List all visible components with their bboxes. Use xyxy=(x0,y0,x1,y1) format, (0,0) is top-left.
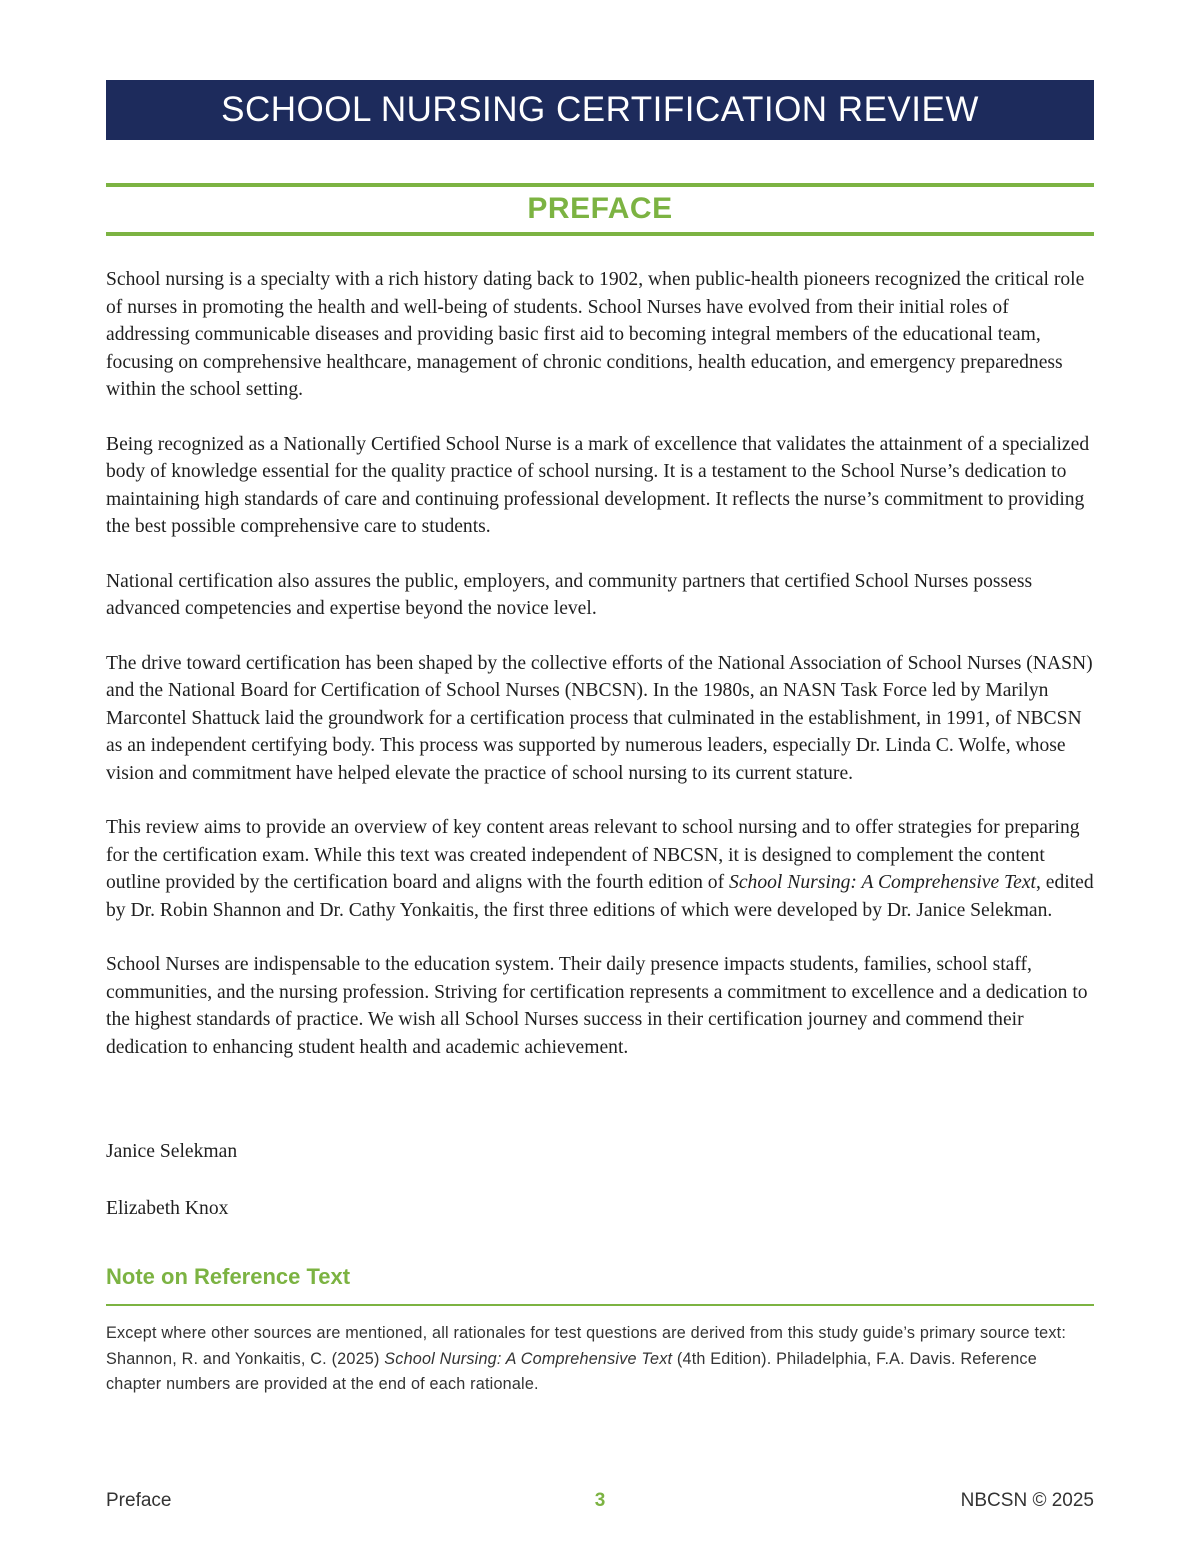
note-book-title: School Nursing: A Comprehensive Text xyxy=(384,1349,673,1368)
paragraph-4: The drive toward certification has been shaped by the collective efforts of the National Association of School Nurses (NASN) and the National Board for Certification of School Nurses (NBCSN). In the 1980s, an NASN Task Force led by Marilyn Marcontel Shattuck laid the groundwork for a certification process that culminated in the establishment, in 1991, of NBCSN as an independent certifying body. This process was supported by numerous leaders, especially Dr. Linda C. Wolfe, whose vision and commitment have helped elevate the practice of school nursing to its current stature. xyxy=(106,652,1093,784)
section-divider-top xyxy=(106,183,1094,187)
section-divider-bottom xyxy=(106,232,1094,236)
paragraph-5 xyxy=(106,814,1096,924)
section-title: PREFACE xyxy=(527,192,673,225)
paragraph-3: National certification also assures the public, employers, and community partners that certified School Nurses possess advanced competencies and expertise beyond the novice level. xyxy=(106,570,1033,619)
note-divider xyxy=(106,1304,1094,1306)
signature-author-1: Janice Selekman xyxy=(106,1141,238,1162)
header-banner xyxy=(106,80,1094,140)
paragraph-5-book-title: School Nursing: A Comprehensive Text xyxy=(729,872,1036,893)
signatures xyxy=(106,1138,237,1222)
footer-page-number: 3 xyxy=(594,1490,606,1511)
note-heading: Note on Reference Text xyxy=(106,1264,351,1289)
footer-copyright: NBCSN © 2025 xyxy=(960,1490,1094,1511)
note-text-after: (4th Edition). Philadelphia, F.A. Davis. Reference chapter numbers are provided at the end of each rationale. xyxy=(106,1349,1037,1393)
banner-title: SCHOOL NURSING CERTIFICATION REVIEW xyxy=(221,90,979,129)
paragraph-1: School nursing is a specialty with a rich history dating back to 1902, when public-health pioneers recognized the critical role of nurses in promoting the health and well-being of students. School Nurses have evolved from their initial roles of addressing communicable diseases and providing basic first aid to becoming integral members of the educational team, focusing on comprehensive healthcare, management of chronic conditions, health education, and emergency preparedness within the school setting. xyxy=(106,269,1085,400)
footer-section-label: Preface xyxy=(106,1490,172,1511)
signature-author-2: Elizabeth Knox xyxy=(106,1197,229,1219)
note-text-before: Except where other sources are mentioned, all rationales for test questions are derived from this study guide’s primary source text: Shannon, R. and Yonkaitis, C. (2025) xyxy=(106,1324,1067,1368)
paragraph-2: Being recognized as a Nationally Certified School Nurse is a mark of excellence that validates the attainment of a specialized body of knowledge essential for the quality practice of school nursing. It is a testament to the School Nurse’s dedication to maintaining high standards of care and continuing professional development. It reflects the nurse’s commitment to providing the best possible comprehensive care to students. xyxy=(106,433,1090,537)
paragraph-5-text-after: , edited by Dr. Robin Shannon and Dr. Cathy Yonkaitis, the first three editions of which were developed by Dr. Janice Selekman. xyxy=(106,872,1094,921)
paragraph-6: School Nurses are indispensable to the education system. Their daily presence impacts students, families, school staff, communities, and the nursing profession. Striving for certification represents a commitment to excellence and a dedication to the highest standards of practice. We wish all School Nurses success in their certification journey and commend their dedication to enhancing student health and academic achievement. xyxy=(106,954,1088,1058)
paragraph-5-text-before: This review aims to provide an overview of key content areas relevant to school nursing and to offer strategies for preparing for the certification exam. While this text was created independent of NBCSN, it is designed to complement the content outline provided by the certification board and aligns with the fourth edition of xyxy=(106,817,1080,893)
note-text xyxy=(106,1321,1096,1398)
preface-body xyxy=(106,266,1096,1088)
